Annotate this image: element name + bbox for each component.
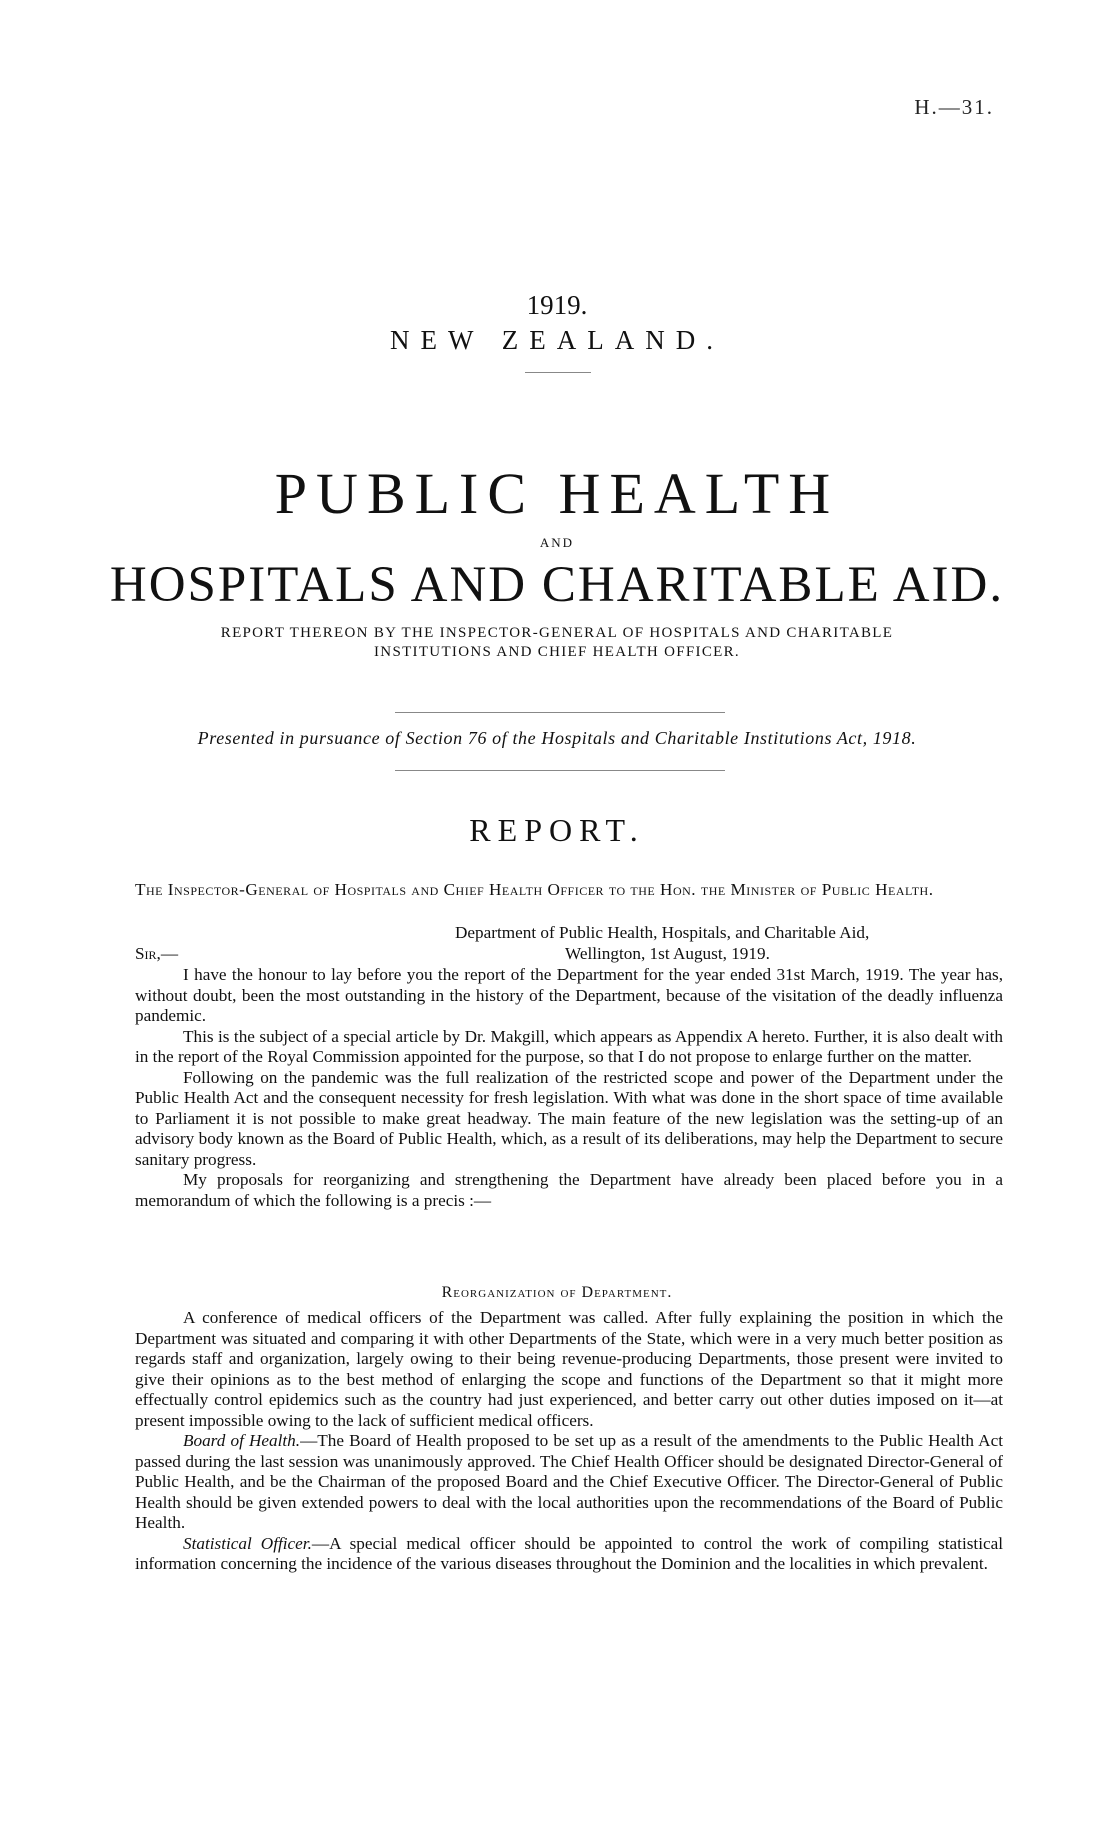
subtitle-line-1: REPORT THEREON BY THE INSPECTOR-GENERAL OF HOSPITALS AND CHARITABLE [220,625,894,641]
divider [525,372,591,373]
divider [395,712,725,713]
section-heading: Reorganization of Department. [441,1284,673,1301]
title-line-2: HOSPITALS AND CHARITABLE AID. [109,557,1005,613]
page-reference: H.—31. [914,95,994,119]
paragraph-text: —The Board of Health proposed to be set up as a result of the amendments to the Public Health Act passed during the last session was unanimously approved. The Chief Health Officer should be designated Director-General of Public Health, and be the Chairman of the proposed Board and the Chief Executive Officer. The Director-General of Public Health should be given extended powers to deal with the local authorities upon the recommendations of the Board of Public Health. [135,1431,1003,1532]
report-body [135,965,1003,1211]
report-heading: REPORT. [469,812,645,848]
paragraph [135,1431,1003,1534]
subtitle-line-2: INSTITUTIONS AND CHIEF HEALTH OFFICER. [374,644,740,660]
salutation: Sir,— [135,944,179,963]
subtitle [0,624,1114,662]
department-line: Department of Public Health, Hospitals, and Charitable Aid, [455,923,870,942]
paragraph-text: A conference of medical officers of the Department was called. After fully explaining the position in which the Department was situated and comparing it with other Departments of the State, which were in a very much better position as regards staff and organization, largely owing to their being revenue-producing Departments, those present were invited to give their opinions as to the best method of enlarging the scope and functions of the Department so that it might more effectually control epidemics such as the country had just experienced, and better carry out other duties imposed on it—at present impossible owing to the lack of sufficient medical officers. [135,1308,1003,1430]
title-line-1: PUBLIC HEALTH [274,461,840,526]
title-and: AND [539,535,575,550]
presented-note: Presented in pursuance of Section 76 of the Hospitals and Charitable Institutions Act, 1918. [197,728,917,748]
paragraph: This is the subject of a special article by Dr. Makgill, which appears as Appendix A hereto. Further, it is also dealt with in the report of the Royal Commission appointed for the purpose, so that I do not propose to enlarge further on the matter. [135,1026,1003,1066]
address-line: The Inspector-General of Hospitals and Chief Health Officer to the Hon. the Minister of Public Health. [135,880,934,899]
paragraph: Following on the pandemic was the full realization of the restricted scope and power of the Department under the Public Health Act and the consequent necessity for fresh legislation. With what was done in the short space of time available to Parliament it is not possible to make great headway. The main feature of the new legislation was the setting-up of an advisory body known as the Board of Public Health, which, as a result of its deliberations, may help the Department to secure sanitary progress. [135,1067,1003,1169]
place-date: Wellington, 1st August, 1919. [565,944,770,963]
paragraph [135,1308,1003,1431]
paragraph-lead: Statistical Officer. [183,1533,312,1553]
paragraph-text: —A special medical officer should be appointed to control the work of compiling statistical information concerning the incidence of the various diseases throughout the Dominion and the localities in which prevalent. [135,1533,1003,1573]
paragraph: My proposals for reorganizing and strengthening the Department have already been placed before you in a memorandum of which the following is a precis :— [135,1170,1003,1210]
country: NEW ZEALAND. [390,325,724,355]
divider [395,770,725,771]
year: 1919. [526,290,588,320]
paragraph [135,1534,1003,1575]
paragraph-lead: Board of Health. [183,1431,301,1450]
paragraph: I have the honour to lay before you the report of the Department for the year ended 31st March, 1919. The year has, without doubt, been the most outstanding in the history of the Department, because of the visitation of the deadly influenza pandemic. [135,965,1003,1025]
section-body [135,1308,1003,1575]
